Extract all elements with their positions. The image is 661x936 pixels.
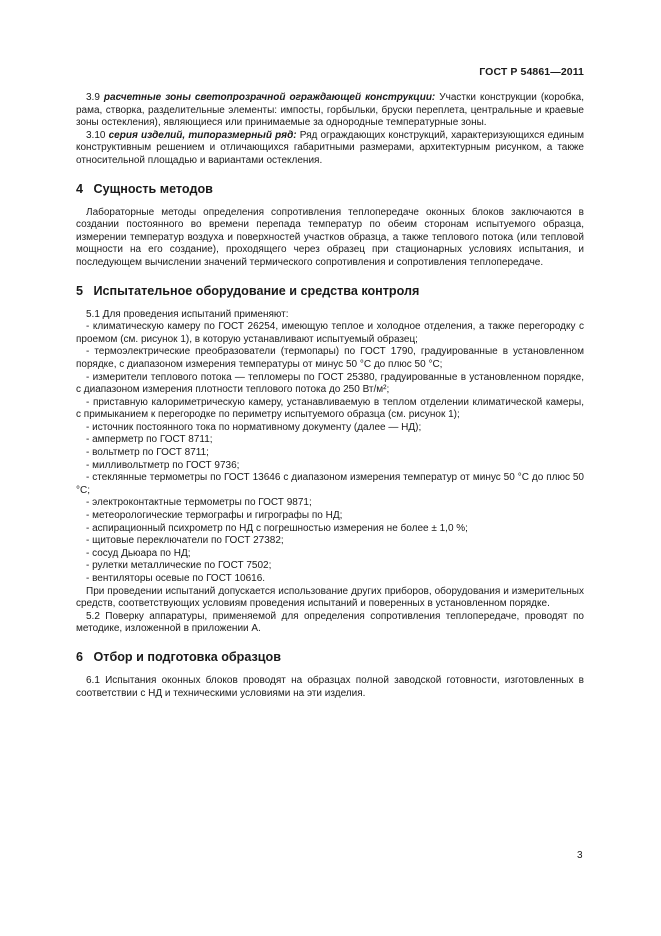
clause-3-10 bbox=[76, 130, 584, 168]
list-item: - приставную калориметрическую камеру, устанавливаемую в теплом отделении климатической камеры, с примыканием к перегородке по периметру испытуемого образца (см. рисунок 1); bbox=[76, 396, 584, 421]
list-item: - рулетки металлические по ГОСТ 7502; bbox=[86, 560, 272, 572]
section-4-title: Сущность методов bbox=[93, 181, 213, 196]
section-6-title: Отбор и подготовка образцов bbox=[93, 649, 281, 664]
section-6-heading bbox=[76, 649, 584, 665]
clause-3-9-term: расчетные зоны светопрозрачной ограждающей конструкции: bbox=[103, 92, 436, 103]
section-5-title: Испытательное оборудование и средства контроля bbox=[93, 283, 420, 298]
section-4-heading bbox=[76, 181, 584, 197]
list-item: - щитовые переключатели по ГОСТ 27382; bbox=[86, 535, 284, 547]
list-item: - вольтметр по ГОСТ 8711; bbox=[86, 447, 209, 459]
list-item: - измерители теплового потока — тепломеры по ГОСТ 25380, градуированные в установленном порядке, с диапазоном измерения плотности теплового потока до 250 Вт/м²; bbox=[76, 371, 584, 396]
section-5-heading bbox=[76, 283, 584, 299]
list-item: - амперметр по ГОСТ 8711; bbox=[86, 434, 213, 446]
clause-5-1-after: При проведении испытаний допускается использование других приборов, оборудования и измерительных средств, соответствующих условиям проведения испытаний и поверенных в установленном порядке. bbox=[76, 585, 584, 610]
section-6-number: 6 bbox=[76, 649, 84, 664]
clause-3-9-number: 3.9 bbox=[86, 92, 100, 103]
clause-3-9 bbox=[76, 92, 584, 130]
document-header: ГОСТ Р 54861—2011 bbox=[479, 66, 584, 78]
list-item: - стеклянные термометры по ГОСТ 13646 с диапазоном измерения температур от минус 50 °С до плюс 50 °С; bbox=[76, 472, 584, 496]
page-number: 3 bbox=[577, 850, 583, 861]
clause-6-1: 6.1 Испытания оконных блоков проводят на образцах полной заводской готовности, изготовленных в соответствии с НД и техническими условиями на эти изделия. bbox=[76, 674, 584, 699]
list-item: - аспирационный психрометр по НД с погрешностью измерения не более ± 1,0 %; bbox=[86, 522, 468, 534]
list-item: - термоэлектрические преобразователи (термопары) по ГОСТ 1790, градуированные в установленном порядке, с диапазоном измерения температуры от минус 50 °С до плюс 50 °С; bbox=[76, 346, 584, 370]
clause-5-2: 5.2 Поверку аппаратуры, применяемой для определения сопротивления теплопередаче, проводят по методике, изложенной в приложении А. bbox=[76, 610, 584, 635]
clause-3-10-text: Ряд ограждающих конструкций, характеризующихся единым конструктивным решением и отличающихся габаритными размерами, архитектурным рисунком, а также относительной площадью и вариантами остекления. bbox=[76, 129, 584, 166]
clause-3-9-text: Участки конструкции (коробка, рама, створка, разделительные элементы: импосты, горбыльки, бруски переплета, центральные и краевые зоны остекления), являющиеся или принимаемые за однородные температурные зоны. bbox=[76, 92, 585, 129]
list-item: - метеорологические термографы и гигрографы по НД; bbox=[86, 510, 343, 522]
list-item: - вентиляторы осевые по ГОСТ 10616. bbox=[86, 573, 266, 584]
document-body bbox=[76, 92, 584, 700]
section-4-text: Лабораторные методы определения сопротивления теплопередаче оконных блоков заключаются в создании постоянного во времени перепада температур по обеим сторонам испытуемого образца, измерении температур воздуха и поверхностей участков образца, а также теплового потока (или тепловой мощности на его создание), проходящего через образец при стационарных условиях испытания, и последующем вычислении значений термического сопротивления и сопротивления теплопередаче. bbox=[76, 206, 584, 268]
clause-3-10-number: 3.10 bbox=[86, 129, 106, 141]
list-item: - милливольтметр по ГОСТ 9736; bbox=[86, 459, 240, 471]
clause-5-1-intro: 5.1 Для проведения испытаний применяют: bbox=[86, 308, 289, 320]
list-item: - климатическую камеру по ГОСТ 26254, имеющую теплое и холодное отделения, а также перегородку с проемом (см. рисунок 1), в которую устанавливают испытуемый образец; bbox=[76, 321, 584, 345]
list-item: - электроконтактные термометры по ГОСТ 9871; bbox=[86, 497, 312, 509]
section-5-number: 5 bbox=[76, 283, 84, 298]
clause-3-10-term: серия изделий, типоразмерный ряд: bbox=[108, 129, 297, 141]
section-4-number: 4 bbox=[76, 181, 84, 196]
list-item: - сосуд Дьюара по НД; bbox=[86, 547, 191, 559]
list-item: - источник постоянного тока по нормативному документу (далее — НД); bbox=[86, 421, 422, 433]
